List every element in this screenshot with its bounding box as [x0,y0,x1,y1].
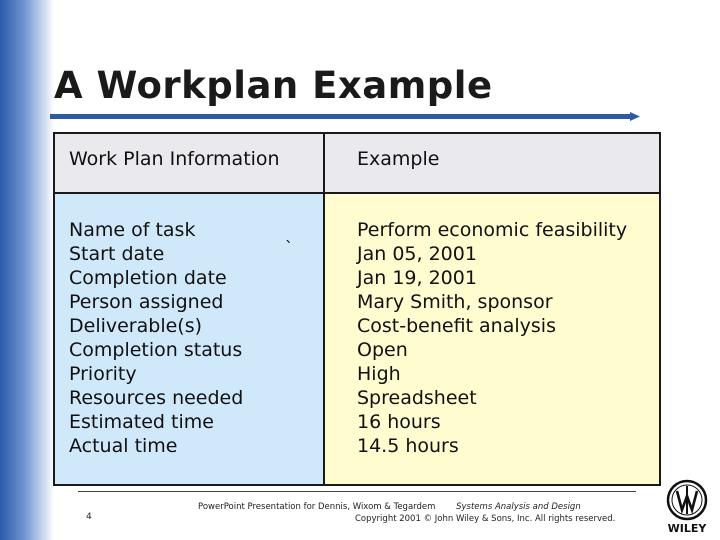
footer-presentation-credit: PowerPoint Presentation for Dennis, Wixom & Tegardem [198,502,436,512]
workplan-table [53,132,661,486]
title-underline-arrow [50,112,640,121]
wiley-logo-text: WILEY [667,522,707,535]
header-example: Example [325,134,659,192]
example-column [325,194,659,484]
example-item-task: Perform economic feasibility [357,219,628,241]
header-work-plan-information: Work Plan Information [55,134,325,192]
slide-title: A Workplan Example [54,64,493,107]
info-item-priority: Priority [69,363,137,385]
example-item-status: Open [357,339,408,361]
info-item-completion-date: Completion date [69,267,227,289]
info-item-actual-time: Actual time [69,435,178,457]
footer-credit-line [198,502,581,512]
example-item-deliverable: Cost-benefit analysis [357,315,556,337]
wiley-logo-icon [662,478,712,536]
side-gradient-band [0,0,54,540]
example-item-completion-date: Jan 19, 2001 [357,267,477,289]
example-item-person: Mary Smith, sponsor [357,291,553,313]
footer-divider [78,491,636,492]
page-number: 4 [86,512,92,522]
stray-backtick: ` [285,238,293,257]
example-item-actual-time: 14.5 hours [357,435,459,457]
info-column [55,194,325,484]
info-item-resources-needed: Resources needed [69,387,244,409]
example-item-resources: Spreadsheet [357,387,477,409]
footer-book-title: Systems Analysis and Design [456,502,581,512]
info-item-person-assigned: Person assigned [69,291,224,313]
info-item-estimated-time: Estimated time [69,411,214,433]
example-item-priority: High [357,363,401,385]
example-item-start-date: Jan 05, 2001 [357,243,477,265]
info-item-name-of-task: Name of task [69,219,196,241]
footer-copyright: Copyright 2001 © John Wiley & Sons, Inc. All rights reserved. [355,514,616,524]
info-item-start-date: Start date [69,243,165,265]
info-item-completion-status: Completion status [69,339,243,361]
info-item-deliverables: Deliverable(s) [69,315,203,337]
example-item-estimated-time: 16 hours [357,411,441,433]
